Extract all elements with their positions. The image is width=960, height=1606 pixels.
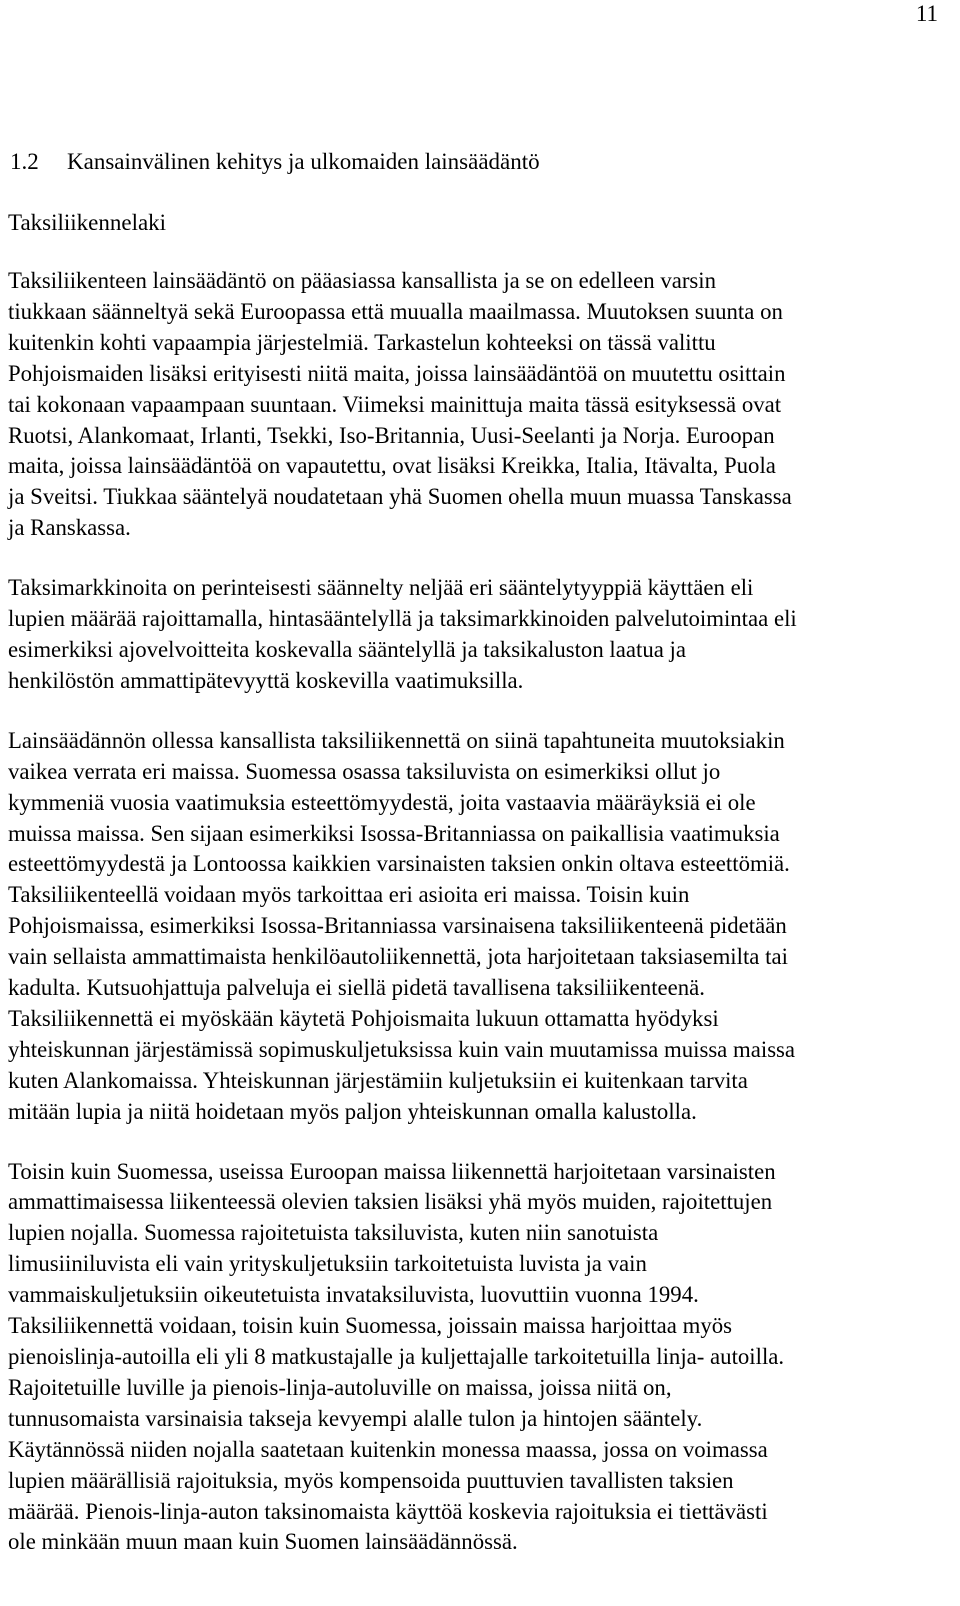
text-line: lupien nojalla. Suomessa rajoitetuista taksiluvista, kuten niin sanotuista bbox=[8, 1220, 659, 1246]
text-line: Taksimarkkinoita on perinteisesti säännelty neljää eri sääntelytyyppiä käyttäen eli bbox=[8, 575, 754, 601]
section-title: Kansainvälinen kehitys ja ulkomaiden lainsäädäntö bbox=[67, 149, 540, 174]
text-line: pienoislinja-autoilla eli yli 8 matkustajalle ja kuljettajalle tarkoitetuilla linja- autoilla. bbox=[8, 1344, 785, 1369]
text-line: maita, joissa lainsäädäntöä on vapautettu, ovat lisäksi Kreikka, Italia, Itävalta, Puola bbox=[8, 453, 776, 479]
text-line: määrää. Pienois-linja-auton taksinomaista käyttöä koskevia rajoituksia ei tiettävästi bbox=[8, 1498, 768, 1524]
text-line: vaikea verrata eri maissa. Suomessa osassa taksiluvista on esimerkiksi ollut jo bbox=[8, 758, 721, 784]
page-number: 11 bbox=[915, 1, 938, 26]
text-line: henkilöstön ammattipätevyyttä koskevilla vaatimuksilla. bbox=[8, 667, 524, 693]
text-line: tai kokonaan vapaampaan suuntaan. Viimeksi mainittuja maita tässä esityksessä ovat bbox=[8, 391, 782, 417]
paragraph-2 bbox=[8, 573, 952, 697]
text-line: ammattimaisessa liikenteessä olevien taksien lisäksi yhä myös muiden, rajoitettujen bbox=[8, 1189, 773, 1215]
text-line: vain sellaista ammattimaista henkilöautoliikennettä, jota harjoitetaan taksiasemilta tai bbox=[8, 944, 788, 970]
text-line: kuitenkin kohti vapaampia järjestelmiä. Tarkastelun kohteeksi on tässä valittu bbox=[8, 329, 716, 355]
text-line: ole minkään muun maan kuin Suomen lainsäädännössä. bbox=[8, 1529, 518, 1555]
text-line: Pohjoismaissa, esimerkiksi Isossa-Britanniassa varsinaisena taksiliikenteenä pidetään bbox=[8, 913, 787, 939]
text-line: vammaiskuljetuksiin oikeutetuista invataksiluvista, luovuttiin vuonna 1994. bbox=[8, 1282, 699, 1308]
text-line: esteettömyydestä ja Lontoossa kaikkien varsinaisten taksien onkin oltava esteettömiä. bbox=[8, 851, 790, 877]
text-line: tiukkaan säänneltyä sekä Euroopassa että muualla maailmassa. Muutoksen suunta on bbox=[8, 298, 783, 324]
text-line: lupien määrää rajoittamalla, hintasääntelyllä ja taksimarkkinoiden palvelutoimintaa eli bbox=[8, 606, 797, 632]
section-number: 1.2 bbox=[10, 149, 39, 174]
text-line: Toisin kuin Suomessa, useissa Euroopan maissa liikennettä harjoitetaan varsinaisten bbox=[8, 1158, 776, 1184]
text-line: tunnusomaista varsinaisia takseja kevyempi alalle tulon ja hintojen sääntely. bbox=[8, 1405, 703, 1431]
body-text bbox=[8, 266, 952, 1587]
text-line: Taksiliikennettä voidaan, toisin kuin Suomessa, joissain maissa harjoittaa myös bbox=[8, 1313, 733, 1339]
text-line: kadulta. Kutsuohjattuja palveluja ei siellä pidetä tavallisena taksiliikenteenä. bbox=[8, 975, 705, 1001]
text-line: yhteiskunnan järjestämissä sopimuskuljetuksissa kuin vain muutamissa muissa maissa bbox=[8, 1036, 796, 1062]
text-line: Pohjoismaiden lisäksi erityisesti niitä maita, joissa lainsäädäntöä on muutettu osittain bbox=[8, 360, 786, 386]
text-line: esimerkiksi ajovelvoitteita koskevalla sääntelyllä ja taksikaluston laatua ja bbox=[8, 636, 686, 662]
paragraph-1 bbox=[8, 266, 952, 544]
text-line: Rajoitetuille luville ja pienois-linja-autoluville on maissa, joissa niitä on, bbox=[8, 1374, 672, 1400]
section-heading bbox=[10, 147, 540, 177]
text-line: Ruotsi, Alankomaat, Irlanti, Tsekki, Iso-Britannia, Uusi-Seelanti ja Norja. Euroopan bbox=[8, 422, 775, 448]
text-line: Taksiliikenteen lainsäädäntö on pääasiassa kansallista ja se on edelleen varsin bbox=[8, 268, 717, 293]
text-line: muissa maissa. Sen sijaan esimerkiksi Isossa-Britanniassa on paikallisia vaatimuksia bbox=[8, 820, 780, 846]
text-line: ja Sveitsi. Tiukkaa sääntelyä noudatetaan yhä Suomen ohella muun muassa Tanskassa bbox=[8, 484, 792, 510]
text-line: Käytännössä niiden nojalla saatetaan kuitenkin monessa maassa, jossa on voimassa bbox=[8, 1436, 768, 1462]
text-line: ja Ranskassa. bbox=[8, 515, 131, 541]
text-line: lupien määrällisiä rajoituksia, myös kompensoida puuttuvien tavallisten taksien bbox=[8, 1467, 734, 1493]
text-line: Taksiliikenteellä voidaan myös tarkoittaa eri asioita eri maissa. Toisin kuin bbox=[8, 882, 690, 908]
text-line: mitään lupia ja niitä hoidetaan myös paljon yhteiskunnan omalla kalustolla. bbox=[8, 1098, 697, 1124]
paragraph-4 bbox=[8, 1157, 952, 1559]
text-line: Taksiliikennettä ei myöskään käytetä Pohjoismaita lukuun ottamatta hyödyksi bbox=[8, 1005, 719, 1031]
text-line: kymmeniä vuosia vaatimuksia esteettömyydestä, joita vastaavia määräyksiä ei ole bbox=[8, 789, 756, 815]
subsection-heading: Taksiliikennelaki bbox=[8, 210, 167, 235]
text-line: Lainsäädännön ollessa kansallista taksiliikennettä on siinä tapahtuneita muutoksiakin bbox=[8, 727, 785, 753]
text-line: limusiiniluvista eli vain yrityskuljetuksiin tarkoitetuista luvista ja vain bbox=[8, 1251, 647, 1277]
text-line: kuten Alankomaissa. Yhteiskunnan järjestämiin kuljetuksiin ei kuitenkaan tarvita bbox=[8, 1067, 748, 1093]
paragraph-3 bbox=[8, 726, 952, 1128]
